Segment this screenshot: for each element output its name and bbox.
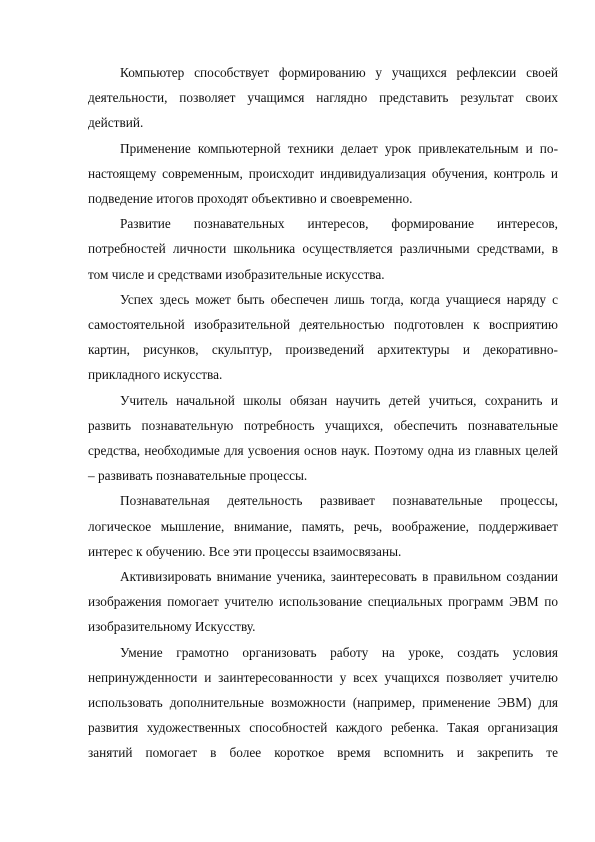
document-body: [88, 60, 558, 766]
paragraph: Активизировать внимание ученика, заинтересовать в правильном создании изображения помогает учителю использование специальных программ ЭВМ по изобразительному Искусству.: [88, 569, 558, 635]
paragraph: Развитие познавательных интересов, формирование интересов, потребностей личности школьника осуществляется различными средствами, в том числе и средствами изобразительные искусства.: [88, 216, 558, 282]
paragraph: Умение грамотно организовать работу на уроке, создать условия непринужденности и заинтересованности у всех учащихся позволяет учителю использовать дополнительные возможности (например, применение ЭВМ) для развития художественных способностей каждого ребенка. Такая организация занятий помогает в более короткое время вспомнить и закрепить те: [88, 644, 558, 761]
paragraph: Познавательная деятельность развивает познавательные процессы, логическое мышление, внимание, память, речь, воображение, поддерживает интерес к обучению. Все эти процессы взаимосвязаны.: [88, 493, 558, 559]
paragraph: Учитель начальной школы обязан научить детей учиться, сохранить и развить познавательную потребность учащихся, обеспечить познавательные средства, необходимые для усвоения основ наук. Поэтому одна из главных целей – развивать познавательные процессы.: [88, 392, 558, 484]
paragraph: Применение компьютерной техники делает урок привлекательным и по-настоящему современным, происходит индивидуализация обучения, контроль и подведение итогов проходят объективно и своевременно.: [88, 140, 558, 207]
paragraph: Компьютер способствует формированию у учащихся рефлексии своей деятельности, позволяет учащимся наглядно представить результат своих действий.: [88, 65, 558, 131]
paragraph: Успех здесь может быть обеспечен лишь тогда, когда учащиеся наряду с самостоятельной изобразительной деятельностью подготовлен к восприятию картин, рисунков, скульптур, произведений архитектуры и декоративно-прикладного искусства.: [88, 291, 558, 383]
